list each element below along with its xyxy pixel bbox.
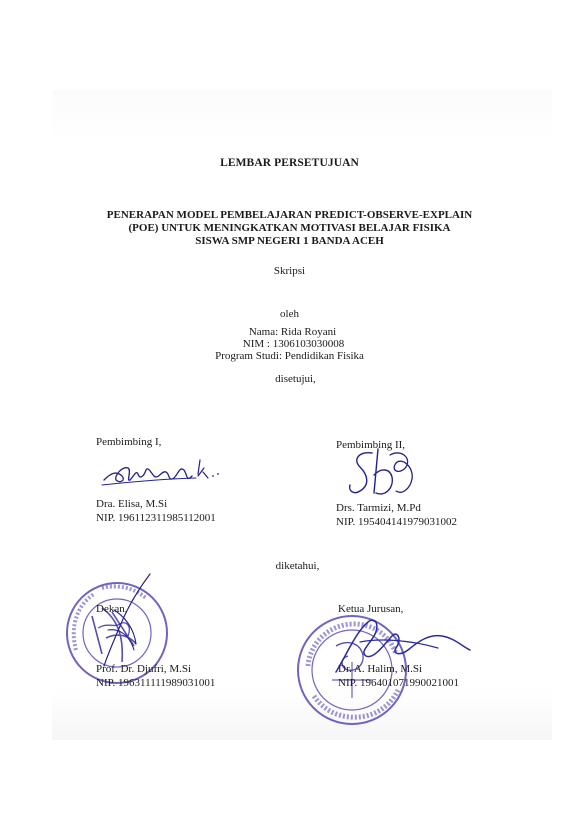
thesis-title-line-3: SISWA SMP NEGERI 1 BANDA ACEH: [195, 235, 384, 247]
supervisor-2-name: Drs. Tarmizi, M.Pd: [336, 502, 421, 514]
author-program: Program Studi: Pendidikan Fisika: [215, 350, 364, 362]
scanned-paper: [52, 90, 552, 740]
supervisor-2-nip: NIP. 195404141979031002: [336, 516, 458, 528]
acknowledged-label: diketahui,: [275, 560, 320, 572]
head-role: Ketua Jurusan,: [338, 603, 404, 615]
head-nip: NIP. 196401071990021001: [338, 677, 460, 689]
document-type: Skripsi: [273, 265, 306, 277]
approved-label: disetujui,: [275, 373, 316, 385]
dean-role: Dekan,: [96, 603, 128, 615]
by-label: oleh: [280, 308, 299, 320]
author-name: Nama: Rida Royani: [248, 326, 337, 338]
supervisor-1-name: Dra. Elisa, M.Si: [96, 498, 168, 510]
supervisor-2-role: Pembimbing II,: [336, 439, 406, 451]
supervisor-1-role: Pembimbing I,: [96, 436, 162, 448]
author-nim: NIM : 1306103030008: [242, 338, 345, 350]
dean-name: Prof. Dr. Djufri, M.Si: [96, 663, 192, 675]
page-heading: LEMBAR PERSETUJUAN: [220, 157, 359, 169]
supervisor-1-nip: NIP. 196112311985112001: [96, 512, 216, 524]
thesis-title-line-1: PENERAPAN MODEL PEMBELAJARAN PREDICT-OBSERVE-EXPLAIN: [106, 209, 473, 221]
thesis-title-line-2: (POE) UNTUK MENINGKATKAN MOTIVASI BELAJAR FISIKA: [128, 222, 451, 234]
dean-nip: NIP. 196311111989031001: [96, 677, 216, 689]
head-name: Dr. A. Halim, M.Si: [338, 663, 423, 675]
